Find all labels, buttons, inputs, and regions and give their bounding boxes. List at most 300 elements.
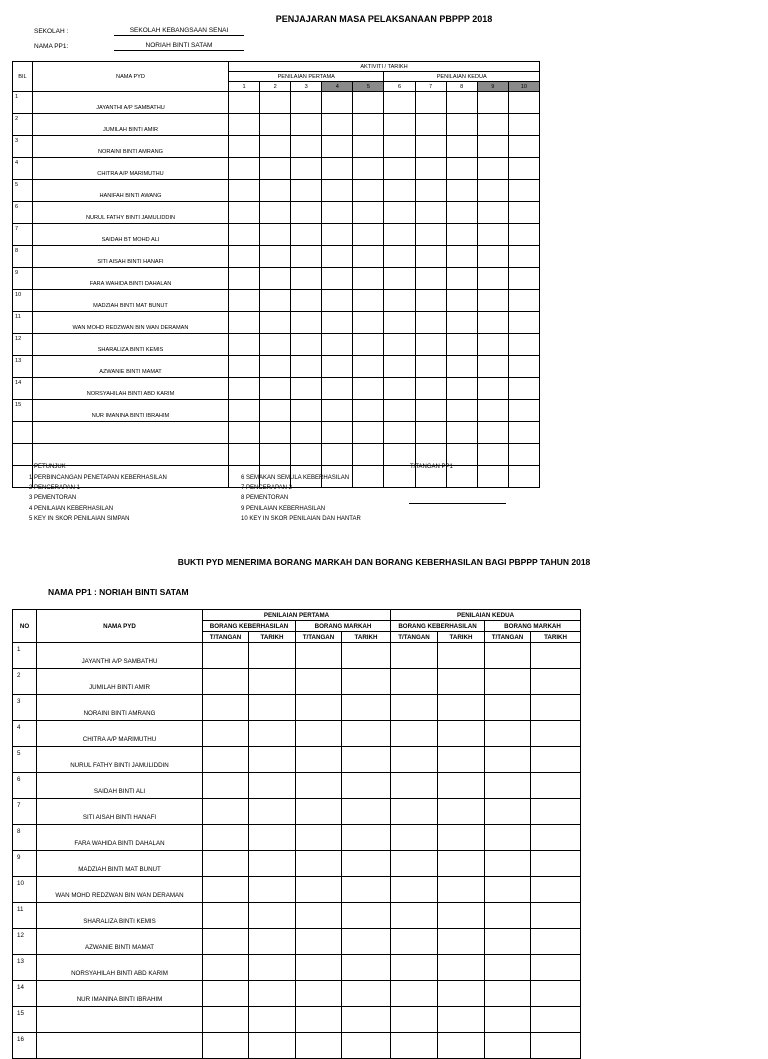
- activity-cell: [477, 378, 508, 400]
- activity-cell: [291, 290, 322, 312]
- activity-cell: [384, 92, 415, 114]
- signature-date-cell: [203, 773, 249, 799]
- activity-cell: [353, 400, 384, 422]
- activity-cell: [322, 268, 353, 290]
- activity-cell: [477, 92, 508, 114]
- signature-date-cell: [342, 643, 391, 669]
- signature-date-cell: [296, 773, 342, 799]
- row-bil: 1: [13, 92, 33, 114]
- activity-cell: [477, 356, 508, 378]
- signature-date-cell: [342, 1007, 391, 1033]
- activity-cell: [229, 334, 260, 356]
- row-no: 8: [13, 825, 37, 851]
- activity-cell: [260, 246, 291, 268]
- activity-cell: [353, 158, 384, 180]
- row-bil: 4: [13, 158, 33, 180]
- row-bil: 8: [13, 246, 33, 268]
- signature-date-cell: [531, 1007, 581, 1033]
- schedule-table: [12, 61, 540, 488]
- table-row: [13, 356, 540, 378]
- activity-cell: [291, 136, 322, 158]
- signature-line: [409, 503, 506, 504]
- col-header-no: NO: [13, 610, 37, 643]
- activity-cell: [446, 422, 477, 444]
- activity-cell: [415, 268, 446, 290]
- signature-date-cell: [203, 799, 249, 825]
- col-header-ttangan: T/TANGAN: [485, 632, 531, 643]
- signature-date-cell: [391, 955, 438, 981]
- signature-date-cell: [342, 721, 391, 747]
- activity-cell: [384, 400, 415, 422]
- activity-cell: [322, 444, 353, 466]
- activity-cell: [322, 92, 353, 114]
- row-nama-pyd: SAIDAH BT MOHD ALI: [33, 224, 229, 246]
- row-bil: 13: [13, 356, 33, 378]
- row-nama-pyd: JUMILAH BINTI AMIR: [33, 114, 229, 136]
- signature-date-cell: [296, 903, 342, 929]
- row-nama-pyd: SHARALIZA BINTI KEMIS: [33, 334, 229, 356]
- activity-cell: [353, 202, 384, 224]
- col-header-penilaian-kedua: PENILAIAN KEDUA: [391, 610, 581, 621]
- signature-date-cell: [249, 695, 296, 721]
- activity-cell: [446, 114, 477, 136]
- activity-cell: [260, 114, 291, 136]
- petunjuk-left-list: [29, 473, 167, 524]
- activity-cell: [415, 400, 446, 422]
- signature-date-cell: [438, 825, 485, 851]
- signature-date-cell: [342, 877, 391, 903]
- activity-cell: [477, 312, 508, 334]
- activity-cell: [415, 202, 446, 224]
- signature-date-cell: [296, 669, 342, 695]
- activity-cell: [229, 356, 260, 378]
- table-row: [13, 378, 540, 400]
- signature-date-cell: [342, 929, 391, 955]
- signature-label: T/TANGAN PP1: [410, 464, 453, 470]
- signature-date-cell: [296, 955, 342, 981]
- sekolah-label: SEKOLAH :: [34, 28, 69, 35]
- activity-cell: [260, 444, 291, 466]
- activity-cell: [415, 158, 446, 180]
- row-no: 14: [13, 981, 37, 1007]
- activity-cell: [260, 422, 291, 444]
- activity-cell: [477, 136, 508, 158]
- activity-cell: [260, 312, 291, 334]
- activity-cell: [508, 92, 539, 114]
- signature-date-cell: [249, 643, 296, 669]
- activity-cell: [322, 356, 353, 378]
- signature-date-cell: [531, 721, 581, 747]
- petunjuk-item: 9 PENILAIAN KEBERHASILAN: [241, 505, 326, 512]
- activity-cell: [384, 334, 415, 356]
- row-nama-pyd: NUR IMANINA BINTI IBRAHIM: [37, 981, 203, 1007]
- table-row: [13, 669, 581, 695]
- row-nama-pyd: AZWANIE BINTI MAMAT: [33, 356, 229, 378]
- activity-cell: [384, 136, 415, 158]
- signature-date-cell: [342, 669, 391, 695]
- activity-cell: [415, 136, 446, 158]
- signature-date-cell: [531, 669, 581, 695]
- row-nama-pyd: MADZIAH BINTI MAT BUNUT: [37, 851, 203, 877]
- activity-cell: [260, 334, 291, 356]
- activity-number-header: 7: [415, 82, 446, 92]
- activity-cell: [322, 290, 353, 312]
- row-nama-pyd: NURUL FATHY BINTI JAMULIDDIN: [37, 747, 203, 773]
- table-row: [13, 246, 540, 268]
- activity-cell: [446, 202, 477, 224]
- activity-cell: [291, 378, 322, 400]
- col-header-ttangan: T/TANGAN: [296, 632, 342, 643]
- activity-cell: [384, 268, 415, 290]
- signature-date-cell: [438, 903, 485, 929]
- signature-date-cell: [249, 773, 296, 799]
- table-row: [13, 312, 540, 334]
- petunjuk-item: 10 KEY IN SKOR PENILAIAN DAN HANTAR: [241, 515, 361, 522]
- signature-date-cell: [531, 903, 581, 929]
- activity-cell: [477, 114, 508, 136]
- signature-date-cell: [391, 981, 438, 1007]
- table-row: [13, 955, 581, 981]
- activity-cell: [477, 290, 508, 312]
- document-title: PENJAJARAN MASA PELAKSANAAN PBPPP 2018: [275, 14, 493, 24]
- activity-cell: [384, 312, 415, 334]
- col-header-ttangan: T/TANGAN: [391, 632, 438, 643]
- activity-cell: [260, 378, 291, 400]
- signature-date-cell: [485, 721, 531, 747]
- activity-cell: [229, 312, 260, 334]
- activity-cell: [291, 92, 322, 114]
- row-no: 5: [13, 747, 37, 773]
- petunjuk-item: 7 PENCERAPAN 2: [241, 485, 292, 492]
- petunjuk-title: PETUNJUK: [34, 464, 66, 470]
- petunjuk-item: 6 SEMAKAN SEMULA KEBERHASILAN: [241, 475, 350, 481]
- row-nama-pyd: MADZIAH BINTI MAT BUNUT: [33, 290, 229, 312]
- activity-number-header: 3: [291, 82, 322, 92]
- activity-cell: [508, 114, 539, 136]
- activity-cell: [260, 202, 291, 224]
- activity-cell: [508, 136, 539, 158]
- activity-cell: [415, 378, 446, 400]
- col-header-penilaian-pertama: PENILAIAN PERTAMA: [229, 72, 384, 82]
- activity-cell: [508, 334, 539, 356]
- activity-cell: [477, 466, 508, 488]
- table-row: [13, 851, 581, 877]
- table-row: [13, 1007, 581, 1033]
- table-row: [13, 747, 581, 773]
- row-nama-pyd: FARA WAHIDA BINTI DAHALAN: [37, 825, 203, 851]
- activity-cell: [353, 136, 384, 158]
- activity-cell: [384, 422, 415, 444]
- row-bil: 6: [13, 202, 33, 224]
- signature-date-cell: [438, 1007, 485, 1033]
- signature-date-cell: [203, 929, 249, 955]
- petunjuk-item: 1 PERBINCANGAN PENETAPAN KEBERHASILAN: [29, 475, 167, 481]
- activity-cell: [260, 356, 291, 378]
- signature-date-cell: [485, 643, 531, 669]
- signature-date-cell: [485, 773, 531, 799]
- activity-cell: [477, 224, 508, 246]
- signature-date-cell: [438, 695, 485, 721]
- signature-date-cell: [342, 747, 391, 773]
- table-row: [13, 773, 581, 799]
- signature-date-cell: [438, 747, 485, 773]
- row-bil: 9: [13, 268, 33, 290]
- signature-date-cell: [391, 1033, 438, 1059]
- row-bil: 11: [13, 312, 33, 334]
- activity-cell: [415, 246, 446, 268]
- activity-cell: [508, 400, 539, 422]
- table-row: [13, 825, 581, 851]
- signature-date-cell: [249, 747, 296, 773]
- activity-cell: [415, 312, 446, 334]
- activity-cell: [229, 202, 260, 224]
- signature-date-cell: [438, 981, 485, 1007]
- table-row: [13, 422, 540, 444]
- signature-date-cell: [342, 695, 391, 721]
- col-header-penilaian-pertama: PENILAIAN PERTAMA: [203, 610, 391, 621]
- activity-cell: [229, 158, 260, 180]
- signature-date-cell: [531, 825, 581, 851]
- activity-cell: [508, 268, 539, 290]
- signature-date-cell: [342, 981, 391, 1007]
- row-no: 7: [13, 799, 37, 825]
- signature-date-cell: [249, 669, 296, 695]
- signature-date-cell: [485, 981, 531, 1007]
- signature-date-cell: [296, 747, 342, 773]
- activity-cell: [415, 356, 446, 378]
- signature-date-cell: [249, 903, 296, 929]
- activity-number-header: 2: [260, 82, 291, 92]
- activity-cell: [384, 180, 415, 202]
- activity-cell: [353, 224, 384, 246]
- activity-cell: [508, 466, 539, 488]
- section2-nama-pp1: NAMA PP1 : NORIAH BINTI SATAM: [48, 587, 189, 597]
- signature-date-cell: [249, 851, 296, 877]
- activity-cell: [229, 422, 260, 444]
- petunjuk-item: 8 PEMENTORAN: [241, 495, 289, 502]
- activity-cell: [415, 290, 446, 312]
- row-nama-pyd: [37, 1033, 203, 1059]
- row-bil: 2: [13, 114, 33, 136]
- activity-cell: [353, 92, 384, 114]
- signature-date-cell: [296, 1007, 342, 1033]
- row-nama-pyd: AZWANIE BINTI MAMAT: [37, 929, 203, 955]
- table-row: [13, 721, 581, 747]
- signature-date-cell: [391, 1007, 438, 1033]
- nama-pp1-value: NORIAH BINTI SATAM: [114, 42, 244, 51]
- activity-cell: [322, 246, 353, 268]
- row-nama-pyd: SHARALIZA BINTI KEMIS: [37, 903, 203, 929]
- activity-cell: [477, 334, 508, 356]
- activity-cell: [291, 422, 322, 444]
- activity-number-header: 9: [477, 82, 508, 92]
- col-header-bil: BIL: [13, 62, 33, 92]
- activity-cell: [353, 268, 384, 290]
- col-header-tarikh: TARIKH: [249, 632, 296, 643]
- signature-date-cell: [342, 799, 391, 825]
- activity-cell: [353, 312, 384, 334]
- row-nama-pyd: SITI AISAH BINTI HANAFI: [37, 799, 203, 825]
- signature-date-cell: [203, 981, 249, 1007]
- signature-date-cell: [342, 825, 391, 851]
- signature-date-cell: [391, 851, 438, 877]
- activity-cell: [446, 92, 477, 114]
- signature-date-cell: [485, 877, 531, 903]
- signature-date-cell: [438, 1033, 485, 1059]
- activity-cell: [229, 114, 260, 136]
- table-row: [13, 695, 581, 721]
- activity-number-header: 4: [322, 82, 353, 92]
- activity-cell: [353, 180, 384, 202]
- col-header-nama: NAMA PYD: [33, 62, 229, 92]
- activity-cell: [353, 290, 384, 312]
- activity-cell: [446, 246, 477, 268]
- section2-title: BUKTI PYD MENERIMA BORANG MARKAH DAN BORANG KEBERHASILAN BAGI PBPPP TAHUN 2018: [177, 557, 591, 567]
- activity-cell: [353, 422, 384, 444]
- activity-cell: [446, 334, 477, 356]
- row-nama-pyd: SAIDAH BINTI ALI: [37, 773, 203, 799]
- activity-number-header: 8: [446, 82, 477, 92]
- activity-cell: [291, 224, 322, 246]
- petunjuk-item: 4 PENILAIAN KEBERHASILAN: [29, 505, 114, 512]
- col-header-tarikh: TARIKH: [438, 632, 485, 643]
- signature-date-cell: [531, 747, 581, 773]
- signature-date-cell: [531, 773, 581, 799]
- signature-date-cell: [203, 903, 249, 929]
- activity-number-header: 1: [229, 82, 260, 92]
- activity-cell: [508, 224, 539, 246]
- signature-date-cell: [342, 1033, 391, 1059]
- sekolah-value: SEKOLAH KEBANGSAAN SENAI: [114, 27, 244, 36]
- signature-date-cell: [485, 825, 531, 851]
- activity-cell: [446, 180, 477, 202]
- activity-cell: [415, 92, 446, 114]
- activity-cell: [322, 378, 353, 400]
- activity-cell: [446, 268, 477, 290]
- activity-cell: [446, 356, 477, 378]
- activity-cell: [353, 246, 384, 268]
- activity-cell: [260, 158, 291, 180]
- signature-date-cell: [249, 1033, 296, 1059]
- row-no: 12: [13, 929, 37, 955]
- activity-cell: [291, 268, 322, 290]
- signature-date-cell: [438, 955, 485, 981]
- signature-date-cell: [531, 643, 581, 669]
- table-row: [13, 224, 540, 246]
- petunjuk-right-list: [241, 473, 361, 524]
- activity-cell: [291, 202, 322, 224]
- signature-date-cell: [203, 1033, 249, 1059]
- activity-cell: [384, 290, 415, 312]
- row-no: 1: [13, 643, 37, 669]
- row-bil: [13, 444, 33, 466]
- activity-cell: [477, 246, 508, 268]
- activity-cell: [229, 136, 260, 158]
- activity-cell: [260, 136, 291, 158]
- row-bil: 7: [13, 224, 33, 246]
- signature-date-cell: [391, 721, 438, 747]
- activity-cell: [322, 334, 353, 356]
- table-row: [13, 903, 581, 929]
- row-nama-pyd: [33, 422, 229, 444]
- signature-date-cell: [391, 903, 438, 929]
- activity-cell: [415, 180, 446, 202]
- row-nama-pyd: JAYANTHI A/P SAMBATHU: [37, 643, 203, 669]
- table-row: [13, 877, 581, 903]
- activity-cell: [415, 422, 446, 444]
- row-no: 2: [13, 669, 37, 695]
- row-bil: [13, 422, 33, 444]
- table-row: [13, 981, 581, 1007]
- activity-cell: [477, 444, 508, 466]
- activity-cell: [446, 224, 477, 246]
- signature-date-cell: [296, 1033, 342, 1059]
- row-nama-pyd: HANIFAH BINTI AWANG: [33, 180, 229, 202]
- col-header-borang-keberhasilan-2: BORANG KEBERHASILAN: [391, 621, 485, 632]
- activity-cell: [291, 356, 322, 378]
- signature-date-cell: [438, 721, 485, 747]
- activity-cell: [477, 158, 508, 180]
- signature-date-cell: [438, 799, 485, 825]
- activity-cell: [229, 268, 260, 290]
- signature-date-cell: [203, 851, 249, 877]
- row-nama-pyd: FARA WAHIDA BINTI DAHALAN: [33, 268, 229, 290]
- signature-date-cell: [249, 955, 296, 981]
- row-no: 4: [13, 721, 37, 747]
- activity-cell: [322, 114, 353, 136]
- activity-cell: [384, 202, 415, 224]
- signature-date-cell: [249, 799, 296, 825]
- signature-date-cell: [296, 799, 342, 825]
- row-no: 13: [13, 955, 37, 981]
- row-nama-pyd: [37, 1007, 203, 1033]
- row-no: 10: [13, 877, 37, 903]
- activity-cell: [260, 224, 291, 246]
- signature-date-cell: [531, 695, 581, 721]
- row-nama-pyd: WAN MOHD REDZWAN BIN WAN DERAMAN: [33, 312, 229, 334]
- activity-cell: [353, 334, 384, 356]
- table-row: [13, 158, 540, 180]
- activity-cell: [508, 378, 539, 400]
- signature-date-cell: [342, 773, 391, 799]
- activity-number-header: 6: [384, 82, 415, 92]
- activity-cell: [229, 180, 260, 202]
- table-row: [13, 180, 540, 202]
- signature-date-cell: [391, 825, 438, 851]
- signature-date-cell: [203, 825, 249, 851]
- activity-cell: [415, 224, 446, 246]
- activity-cell: [508, 290, 539, 312]
- signature-date-cell: [438, 773, 485, 799]
- table-row: [13, 1033, 581, 1059]
- signature-date-cell: [438, 877, 485, 903]
- signature-date-cell: [296, 721, 342, 747]
- signature-date-cell: [485, 851, 531, 877]
- row-nama-pyd: JUMILAH BINTI AMIR: [37, 669, 203, 695]
- signature-date-cell: [342, 955, 391, 981]
- table-row: [13, 268, 540, 290]
- signature-date-cell: [203, 1007, 249, 1033]
- activity-cell: [384, 224, 415, 246]
- activity-cell: [477, 202, 508, 224]
- activity-cell: [384, 378, 415, 400]
- petunjuk-item: 5 KEY IN SKOR PENILAIAN SIMPAN: [29, 515, 130, 522]
- activity-cell: [477, 268, 508, 290]
- row-nama-pyd: NORAINI BINTI AMRANG: [33, 136, 229, 158]
- activity-cell: [384, 246, 415, 268]
- signature-date-cell: [438, 851, 485, 877]
- signature-date-cell: [391, 643, 438, 669]
